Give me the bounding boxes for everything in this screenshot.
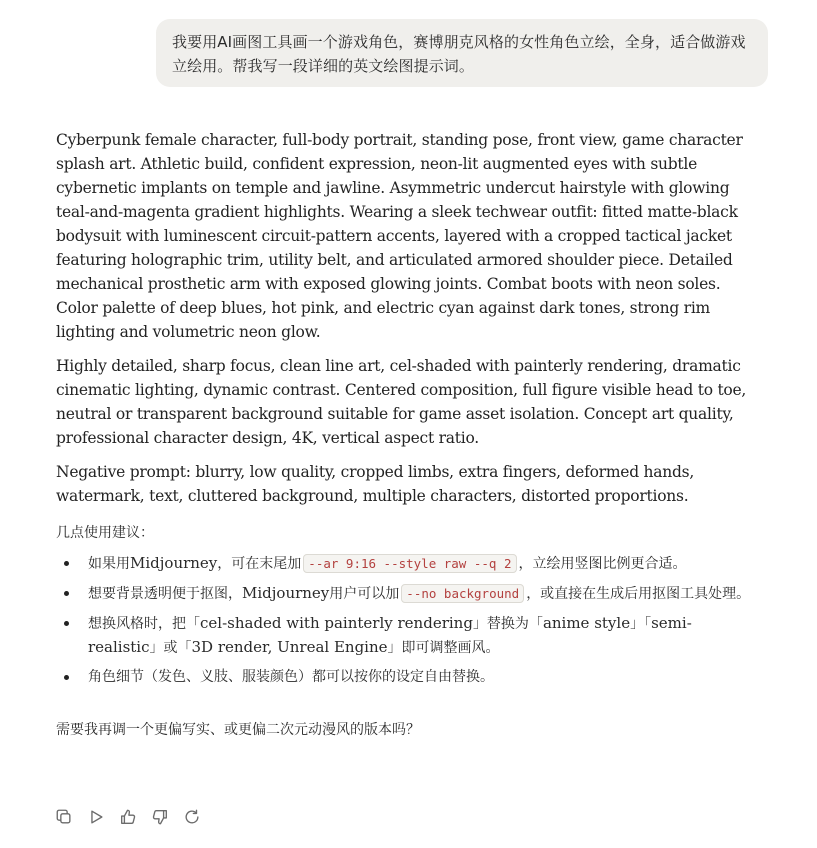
tip-text: 」即可调整画风。 xyxy=(387,640,500,656)
tip-text: ，立绘用竖图比例更合适。 xyxy=(518,556,687,572)
inline-code: --ar 9:16 --style raw --q 2 xyxy=(303,554,516,573)
tip-text: 」「 xyxy=(630,616,652,632)
tips-heading: 几点使用建议： xyxy=(56,525,154,541)
retry-icon xyxy=(183,808,201,826)
retry-button[interactable] xyxy=(182,806,202,828)
tip-text: 角色细节（发色、义肢、服装颜色）都可以按你的设定自由替换。 xyxy=(88,669,494,685)
tip-text: ，可在末尾加 xyxy=(217,556,302,572)
tip-text: 用户可以加 xyxy=(329,586,400,602)
tip-english-text: semi-realistic xyxy=(88,614,692,656)
like-button[interactable] xyxy=(118,806,138,828)
read-aloud-button[interactable] xyxy=(86,806,106,828)
list-item xyxy=(56,612,758,660)
list-item xyxy=(56,582,758,606)
tip-text: 想换风格时，把「 xyxy=(88,616,200,632)
negative-prompt-paragraph: Negative prompt: blurry, low quality, cropped limbs, extra fingers, deformed hands, watermark, text, cluttered background, multiple characters, distorted proportions. xyxy=(56,463,695,505)
copy-icon xyxy=(55,808,73,826)
inline-code: --no background xyxy=(401,584,524,603)
tip-english-text: 3D render, Unreal Engine xyxy=(191,638,388,656)
play-icon xyxy=(87,808,105,826)
tip-text: 如果用 xyxy=(88,556,130,572)
tip-text: 想要背景透明便于抠图， xyxy=(88,586,242,602)
copy-button[interactable] xyxy=(54,806,74,828)
list-item xyxy=(56,666,758,689)
tip-english-text: Midjourney xyxy=(130,554,218,572)
message-actions xyxy=(54,806,202,828)
closing-question: 需要我再调一个更偏写实、或更偏二次元动漫风的版本吗？ xyxy=(56,722,420,738)
tip-english-text: cel-shaded with painterly rendering xyxy=(200,614,473,632)
tip-text: ，或直接在生成后用抠图工具处理。 xyxy=(526,586,751,602)
user-message-bubble xyxy=(156,19,768,87)
user-message-text: 我要用AI画图工具画一个游戏角色，赛博朋克风格的女性角色立绘，全身，适合做游戏立绘用。帮我写一段详细的英文绘图提示词。 xyxy=(172,33,746,75)
prompt-paragraph-2: Highly detailed, sharp focus, clean line art, cel-shaded with painterly rendering, dramatic cinematic lighting, dynamic contrast. Centered composition, full figure visible head to toe, neutral or transparent background suitable for game asset isolation. Concept art quality, professional character design, 4K, vertical aspect ratio. xyxy=(56,357,747,447)
tip-english-text: anime style xyxy=(542,614,631,632)
dislike-button[interactable] xyxy=(150,806,170,828)
tip-text: 」或「 xyxy=(149,640,192,656)
prompt-paragraph-1: Cyberpunk female character, full-body portrait, standing pose, front view, game character splash art. Athletic build, confident expression, neon-lit augmented eyes with subtle cybernetic implants on temple and jawline. Asymmetric undercut hairstyle with glowing teal-and-magenta gradient highlights. Wearing a sleek techwear outfit: fitted matte-black bodysuit with luminescent circuit-pattern accents, layered with a cropped tactical jacket featuring holographic trim, utility belt, and articulated armored shoulder piece. Detailed mechanical prosthetic arm with exposed glowing joints. Combat boots with neon soles. Color palette of deep blues, hot pink, and electric cyan against dark tones, strong rim lighting and volumetric neon glow. xyxy=(56,131,743,341)
list-item xyxy=(56,552,758,576)
thumbs-up-icon xyxy=(119,808,137,826)
assistant-message xyxy=(56,128,756,741)
tips-list xyxy=(56,552,756,689)
tip-text: 」替换为「 xyxy=(472,616,543,632)
tip-english-text: Midjourney xyxy=(242,584,330,602)
thumbs-down-icon xyxy=(151,808,169,826)
